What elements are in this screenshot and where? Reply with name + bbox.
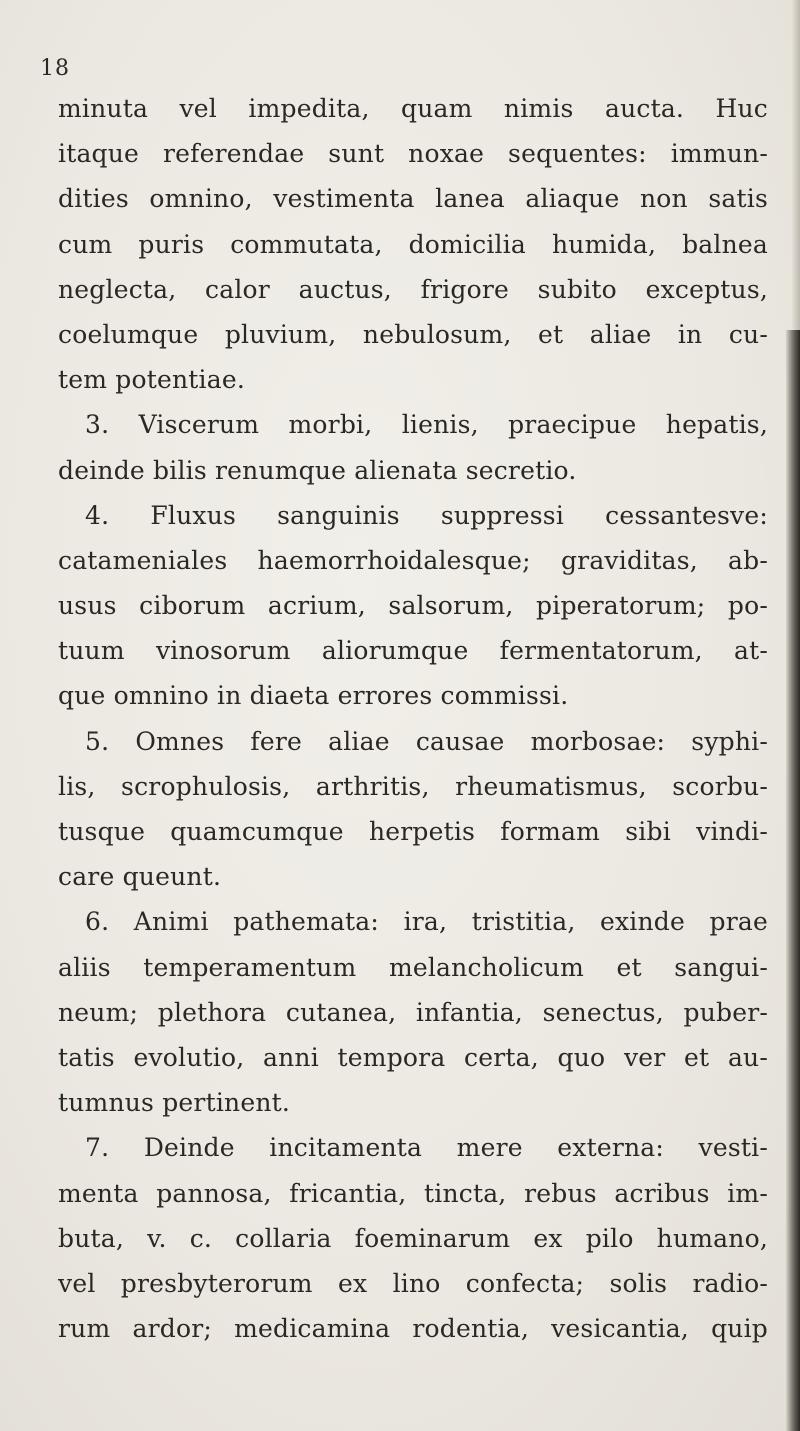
text-line: rum ardor; medicamina rodentia, vesicantia, quip xyxy=(58,1314,768,1344)
text-line: catameniales haemorrhoidalesque; graviditas, ab- xyxy=(58,545,768,575)
text-line: tem potentiae. xyxy=(58,365,245,395)
text-line: aliis temperamentum melancholicum et sangui- xyxy=(58,952,768,982)
text-line: 6. Animi pathemata: ira, tristitia, exinde prae xyxy=(85,907,768,937)
text-line: cum puris commutata, domicilia humida, balnea xyxy=(58,229,768,259)
text-line: 5. Omnes fere aliae causae morbosae: syphi- xyxy=(85,726,768,756)
page-edge-shadow-top xyxy=(792,0,800,330)
text-line: 7. Deinde incitamenta mere externa: vesti- xyxy=(85,1133,768,1163)
body-text xyxy=(58,86,768,1351)
text-line: neglecta, calor auctus, frigore subito exceptus, xyxy=(58,274,768,304)
text-line: tatis evolutio, anni tempora certa, quo ver et au- xyxy=(58,1042,768,1072)
text-line: 4. Fluxus sanguinis suppressi cessantesve: xyxy=(85,500,768,530)
page-number: 18 xyxy=(40,56,70,81)
text-line: que omnino in diaeta errores commissi. xyxy=(58,681,569,711)
page-edge-shadow xyxy=(786,330,800,1431)
text-line: vel presbyterorum ex lino confecta; solis radio- xyxy=(58,1268,768,1298)
text-line: coelumque pluvium, nebulosum, et aliae in cu- xyxy=(58,319,768,349)
text-line: tusque quamcumque herpetis formam sibi vindi- xyxy=(58,817,768,846)
text-line: 3. Viscerum morbi, lienis, praecipue hepatis, xyxy=(85,410,768,440)
text-line: deinde bilis renumque alienata secretio. xyxy=(58,455,577,485)
text-line: usus ciborum acrium, salsorum, piperatorum; po- xyxy=(58,591,768,621)
text-line: itaque referendae sunt noxae sequentes: immun- xyxy=(58,139,768,169)
text-line: neum; plethora cutanea, infantia, senectus, puber- xyxy=(58,997,768,1027)
text-line: menta pannosa, fricantia, tincta, rebus acribus im- xyxy=(58,1178,768,1208)
text-line: tumnus pertinent. xyxy=(58,1088,291,1118)
text-line: dities omnino, vestimenta lanea aliaque non satis xyxy=(58,184,768,214)
text-line: buta, v. c. collaria foeminarum ex pilo humano, xyxy=(58,1223,768,1253)
text-line: minuta vel impedita, quam nimis aucta. Huc xyxy=(58,94,768,123)
text-line: tuum vinosorum aliorumque fermentatorum, at- xyxy=(58,636,768,666)
text-line: care queunt. xyxy=(58,862,222,892)
text-line: lis, scrophulosis, arthritis, rheumatismus, scorbu- xyxy=(58,771,768,801)
